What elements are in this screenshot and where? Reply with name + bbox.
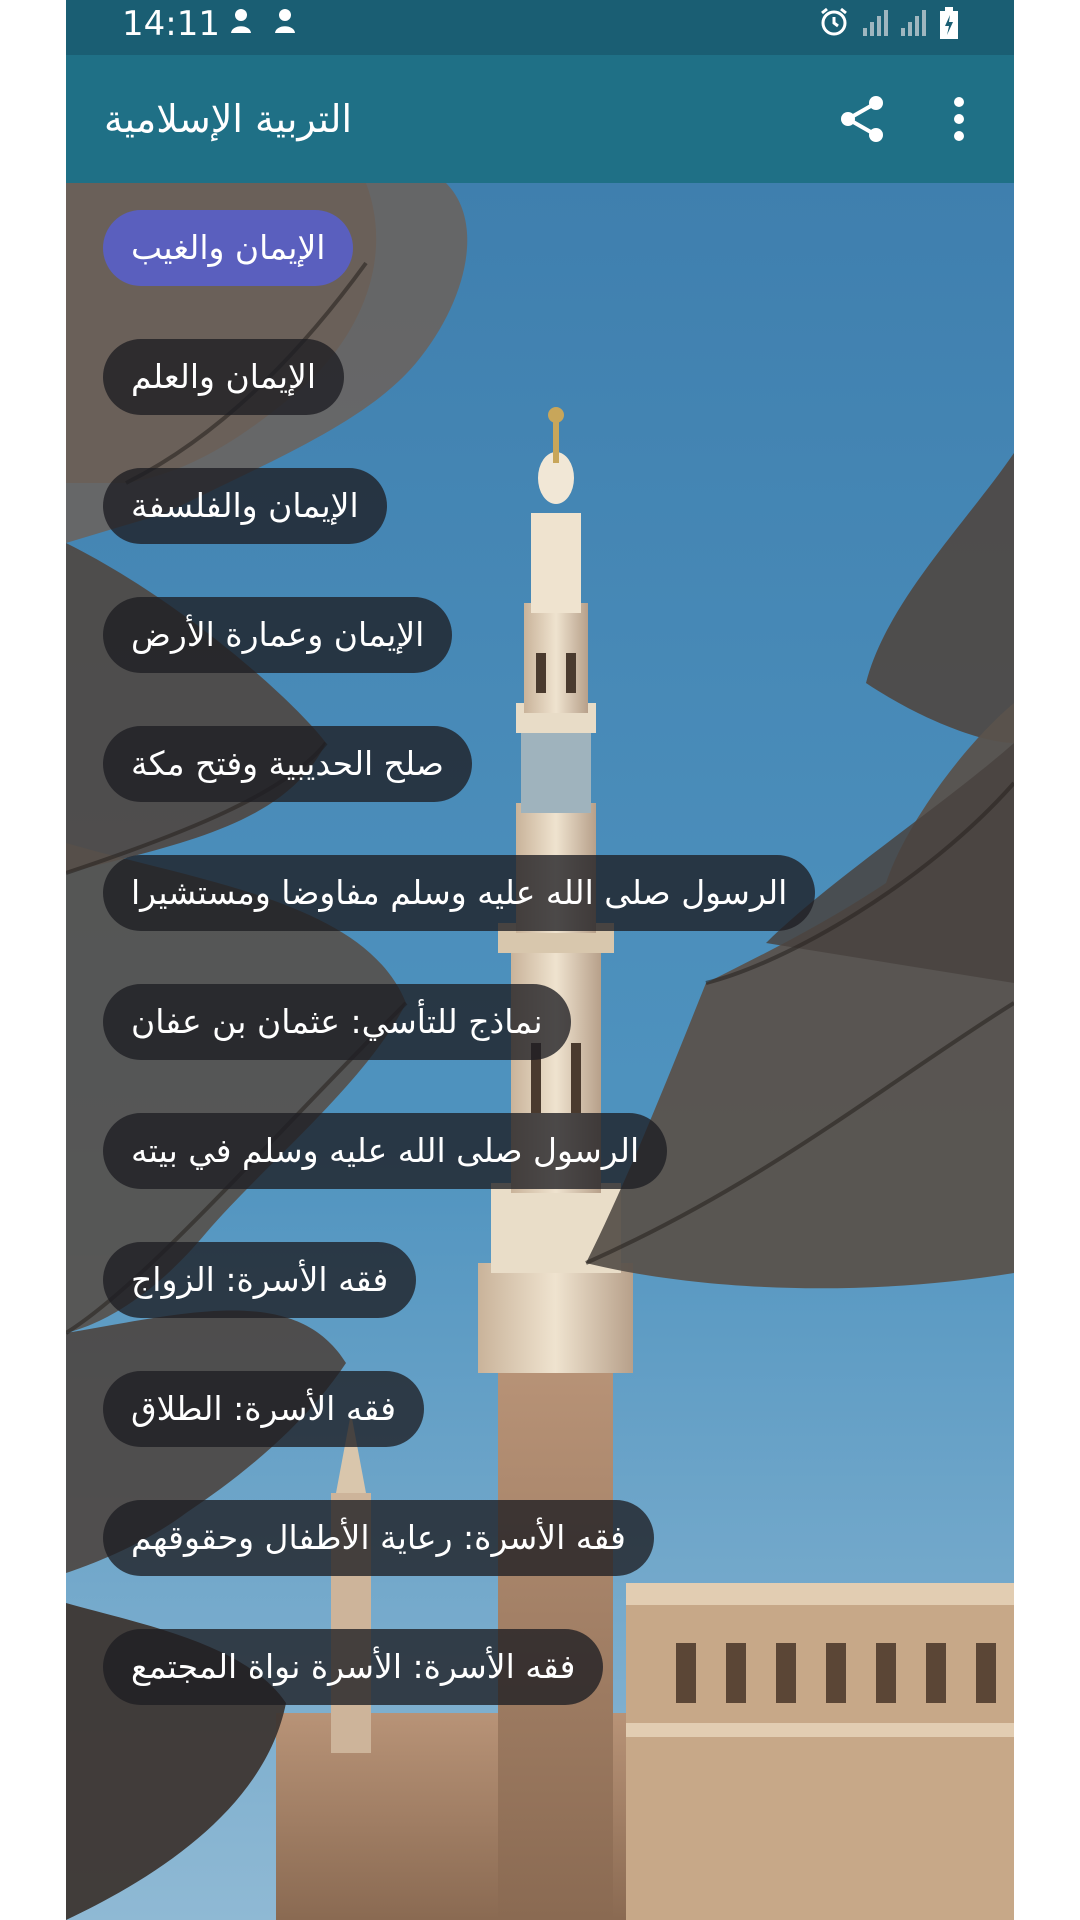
page-title: التربية الإسلامية	[104, 97, 353, 141]
notification-icon	[270, 6, 300, 36]
topic-item[interactable]: الإيمان والعلم	[103, 339, 344, 415]
alarm-icon	[818, 6, 850, 38]
phone-screen	[66, 0, 1014, 1920]
notification-icon	[226, 6, 256, 36]
more-vert-icon[interactable]	[944, 93, 974, 145]
topic-item[interactable]: فقه الأسرة: الطلاق	[103, 1371, 424, 1447]
signal-icon	[899, 6, 929, 38]
topic-item[interactable]: الإيمان والفلسفة	[103, 468, 387, 544]
status-time: 14:11	[122, 4, 220, 44]
app-toolbar	[66, 55, 1014, 183]
topic-item[interactable]: الإيمان والغيب	[103, 210, 353, 286]
battery-charging-icon	[938, 6, 960, 40]
topic-item[interactable]: الرسول صلى الله عليه وسلم في بيته	[103, 1113, 667, 1189]
topic-item[interactable]: الإيمان وعمارة الأرض	[103, 597, 452, 673]
signal-icon	[861, 6, 891, 38]
topic-item[interactable]: صلح الحديبية وفتح مكة	[103, 726, 472, 802]
topic-item[interactable]: فقه الأسرة: الزواج	[103, 1242, 416, 1318]
topic-item[interactable]: الرسول صلى الله عليه وسلم مفاوضا ومستشيرا	[103, 855, 815, 931]
topic-item[interactable]: فقه الأسرة: رعاية الأطفال وحقوقهم	[103, 1500, 654, 1576]
share-icon[interactable]	[836, 93, 888, 145]
status-bar	[66, 0, 1014, 55]
topic-item[interactable]: نماذج للتأسي: عثمان بن عفان	[103, 984, 571, 1060]
topic-item[interactable]: فقه الأسرة: الأسرة نواة المجتمع	[103, 1629, 603, 1705]
